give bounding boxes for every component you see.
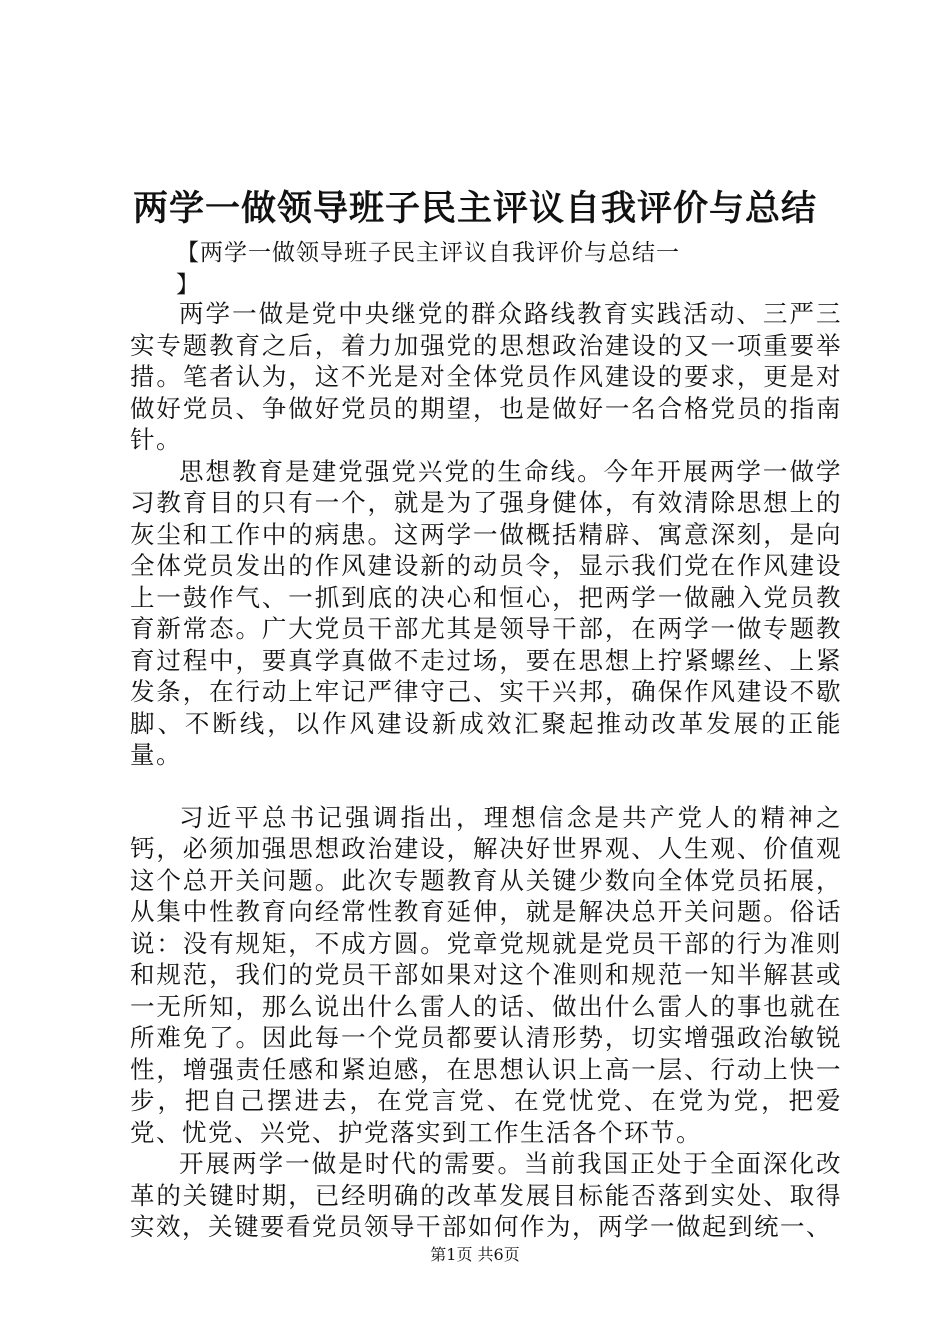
paragraph: 两学一做是党中央继党的群众路线教育实践活动、三严三实专题教育之后，着力加强党的思想政治建设的又一项重要举措。笔者认为，这不光是对全体党员作风建设的要求，更是对做好党员、争做好党员的期望，也是做好一名合格党员的指南针。 — [130, 299, 842, 454]
paragraph: 开展两学一做是时代的需要。当前我国正处于全面深化改革的关键时期，已经明确的改革发展目标能否落到实处、取得实效，关键要看党员领导干部如何作为，两学一做起到统一、 — [130, 1149, 842, 1241]
document-subtitle — [176, 237, 736, 301]
paragraph: 习近平总书记强调指出，理想信念是共产党人的精神之钙，必须加强思想政治建设，解决好世界观、人生观、价值观这个总开关问题。此次专题教育从关键少数向全体党员拓展，从集中性教育向经常性教育延伸，就是解决总开关问题。俗话说：没有规矩，不成方圆。党章党规就是党员干部的行为准则和规范，我们的党员干部如果对这个准则和规范一知半解甚或一无所知，那么说出什么雷人的话、做出什么雷人的事也就在所难免了。因此每一个党员都要认清形势，切实增强政治敏锐性，增强责任感和紧迫感，在思想认识上高一层、行动上快一步，把自己摆进去，在党言党、在党忧党、在党为党，把爱党、忧党、兴党、护党落实到工作生活各个环节。 — [130, 802, 842, 1147]
subtitle-text: 【两学一做领导班子民主评议自我评价与总结一 — [176, 240, 680, 266]
document-body — [130, 298, 842, 1243]
page-footer: 第1页 共6页 — [430, 1245, 520, 1264]
paragraph: 思想教育是建党强党兴党的生命线。今年开展两学一做学习教育目的只有一个，就是为了强身健体，有效清除思想上的灰尘和工作中的病患。这两学一做概括精辟、寓意深刻，是向全体党员发出的作风建设新的动员令，显示我们党在作风建设上一鼓作气、一抓到底的决心和恒心，把两学一做融入党员教育新常态。广大党员干部尤其是领导干部，在两学一做专题教育过程中，要真学真做不走过场，要在思想上拧紧螺丝、上紧发条，在行动上牢记严律守己、实干兴邦，确保作风建设不歇脚、不断线，以作风建设新成效汇聚起推动改革发展的正能量。 — [130, 456, 842, 769]
subtitle-close-bracket: 】 — [176, 272, 200, 298]
document-title: 两学一做领导班子民主评议自我评价与总结 — [132, 188, 817, 229]
